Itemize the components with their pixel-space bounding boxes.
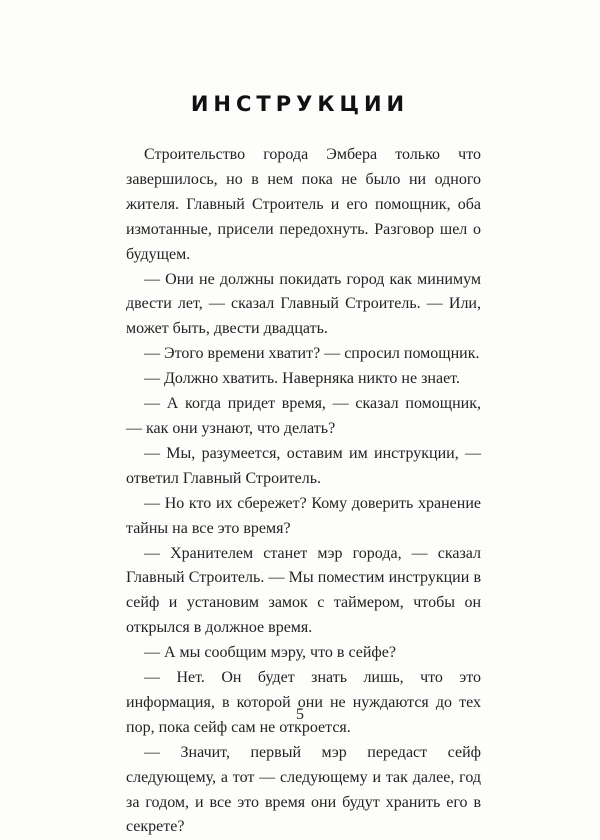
paragraph: — Значит, первый мэр передаст сейф следующему, а тот — следующему и так далее, год за годом, и все это время они будут хранить его в секрете? xyxy=(126,743,481,836)
paragraph: — Хранителем станет мэр города, — сказал Главный Строитель. — Мы поместим инструкции в сейф и установим замок с таймером, чтобы он открылся в должное время. xyxy=(126,544,481,637)
paragraph: — А когда придет время, — сказал помощник, — как они узнают, что делать? xyxy=(126,395,481,437)
paragraph: Строительство города Эмбера только что завершилось, но в нем пока не было ни одного жителя. Главный Строитель и его помощник, оба измотанные, присели передохнуть. Разговор шел о будущем. xyxy=(126,146,481,263)
page-number: 5 xyxy=(296,706,304,723)
paragraph: — Они не должны покидать город как минимум двести лет, — сказал Главный Строитель. — Или, может быть, двести двадцать. xyxy=(126,270,481,338)
chapter-title: ИНСТРУКЦИИ xyxy=(190,92,410,116)
paragraph: — Мы, разумеется, оставим им инструкции, — ответил Главный Строитель. xyxy=(126,444,481,487)
paragraph: — Должно хватить. Наверняка никто не знает. xyxy=(144,370,460,388)
chapter-body xyxy=(126,143,481,840)
paragraph: — Нет. Он будет знать лишь, что это информация, в которой они не нуждаются до тех пор, пока сейф сам не откроется. xyxy=(126,669,481,736)
paragraph: — Но кто их сбережет? Кому доверить хранение тайны на все это время? xyxy=(126,494,481,537)
paragraph: — А мы сообщим мэру, что в сейфе? xyxy=(144,644,396,662)
paragraph: — Этого времени хватит? — спросил помощник. xyxy=(144,345,480,363)
